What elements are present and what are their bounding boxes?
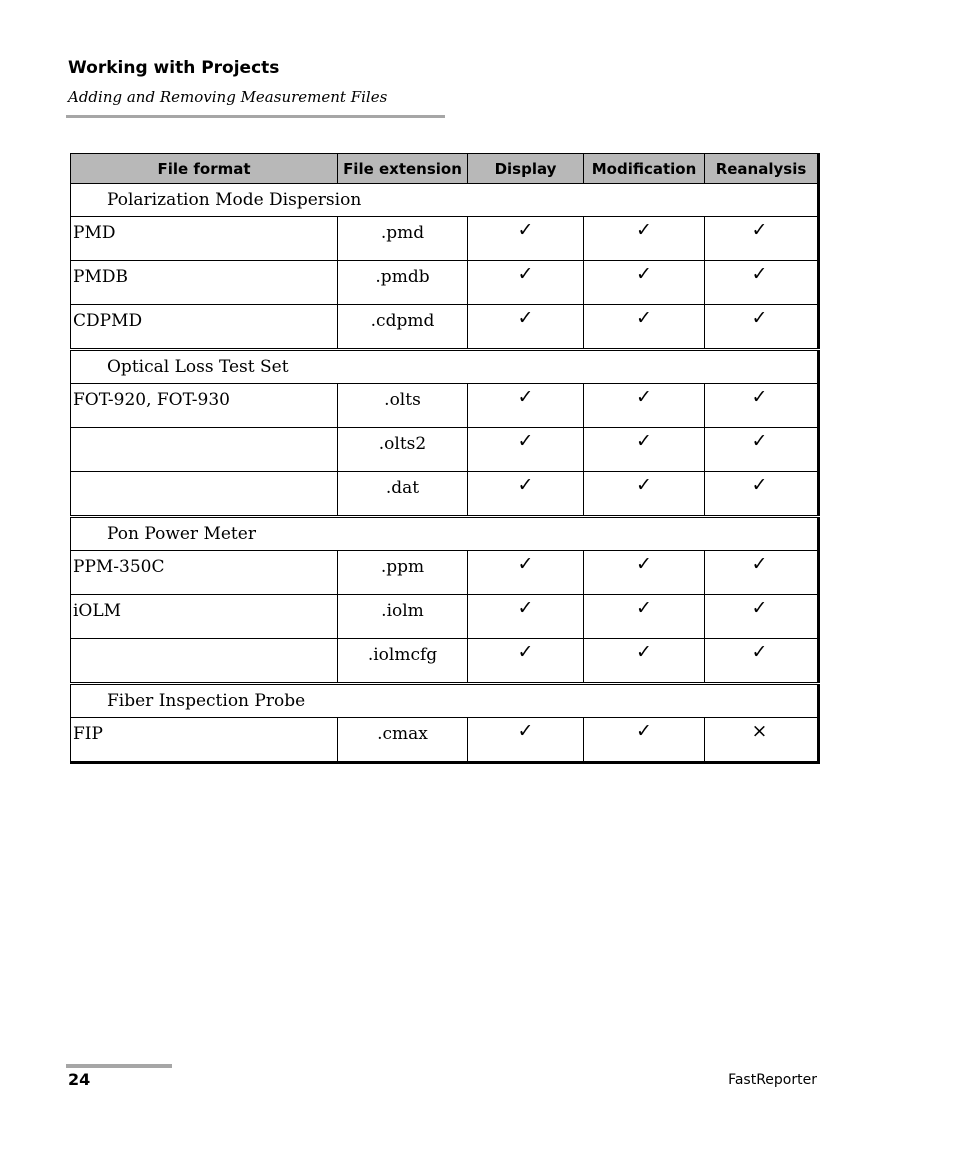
reanalysis-cell — [705, 595, 819, 639]
checkmark-icon: ✓ — [517, 219, 534, 241]
header-rule — [66, 115, 445, 118]
file-format-cell: FOT-920, FOT-930 — [71, 384, 338, 428]
display-cell — [468, 639, 584, 684]
category-row — [71, 184, 819, 217]
display-cell — [468, 305, 584, 350]
file-extension-cell: .cmax — [338, 718, 468, 763]
file-extension-cell: .olts2 — [338, 428, 468, 472]
checkmark-icon: ✓ — [751, 553, 768, 575]
checkmark-icon: ✓ — [751, 219, 768, 241]
section-subtitle: Adding and Removing Measurement Files — [68, 88, 388, 106]
file-format-cell — [71, 472, 338, 517]
file-format-cell — [71, 428, 338, 472]
page-number: 24 — [68, 1070, 91, 1089]
checkmark-icon: ✓ — [517, 597, 534, 619]
display-cell — [468, 472, 584, 517]
checkmark-icon: ✓ — [517, 307, 534, 329]
display-cell — [468, 384, 584, 428]
modification-cell — [584, 639, 705, 684]
display-cell — [468, 551, 584, 595]
checkmark-icon: ✓ — [751, 597, 768, 619]
checkmark-icon: ✓ — [751, 307, 768, 329]
checkmark-icon: ✓ — [636, 597, 652, 619]
reanalysis-cell — [705, 384, 819, 428]
checkmark-icon: ✓ — [636, 430, 652, 452]
category-row — [71, 684, 819, 718]
table-row — [71, 472, 819, 517]
column-header-display: Display — [468, 154, 584, 184]
checkmark-icon: ✓ — [636, 307, 652, 329]
table-row — [71, 217, 819, 261]
checkmark-icon: ✓ — [751, 263, 768, 285]
reanalysis-cell — [705, 217, 819, 261]
modification-cell — [584, 551, 705, 595]
modification-cell — [584, 472, 705, 517]
checkmark-icon: ✓ — [636, 219, 652, 241]
table-row — [71, 428, 819, 472]
checkmark-icon: ✓ — [517, 553, 534, 575]
category-label: Pon Power Meter — [71, 517, 819, 551]
reanalysis-cell — [705, 718, 819, 763]
file-extension-cell: .ppm — [338, 551, 468, 595]
checkmark-icon: ✓ — [517, 474, 534, 496]
file-format-cell: iOLM — [71, 595, 338, 639]
footer-rule — [66, 1064, 172, 1068]
checkmark-icon: ✓ — [517, 641, 534, 663]
file-format-table — [70, 153, 820, 764]
checkmark-icon: ✓ — [636, 641, 652, 663]
reanalysis-cell — [705, 639, 819, 684]
checkmark-icon: ✓ — [636, 263, 652, 285]
checkmark-icon: ✓ — [751, 474, 768, 496]
file-extension-cell: .cdpmd — [338, 305, 468, 350]
checkmark-icon: ✓ — [751, 386, 768, 408]
file-format-cell: CDPMD — [71, 305, 338, 350]
category-label: Fiber Inspection Probe — [71, 684, 819, 718]
cross-icon: × — [751, 720, 768, 742]
table-row — [71, 305, 819, 350]
category-row — [71, 350, 819, 384]
file-format-cell: PMD — [71, 217, 338, 261]
modification-cell — [584, 718, 705, 763]
reanalysis-cell — [705, 305, 819, 350]
column-header-file-extension: File extension — [338, 154, 468, 184]
category-label: Polarization Mode Dispersion — [71, 184, 819, 217]
reanalysis-cell — [705, 428, 819, 472]
table-row — [71, 551, 819, 595]
reanalysis-cell — [705, 472, 819, 517]
column-header-reanalysis: Reanalysis — [705, 154, 819, 184]
file-extension-cell: .iolmcfg — [338, 639, 468, 684]
checkmark-icon: ✓ — [636, 386, 652, 408]
modification-cell — [584, 384, 705, 428]
display-cell — [468, 261, 584, 305]
category-row — [71, 517, 819, 551]
reanalysis-cell — [705, 261, 819, 305]
section-title: Working with Projects — [68, 58, 280, 78]
modification-cell — [584, 305, 705, 350]
table-row — [71, 384, 819, 428]
file-extension-cell: .dat — [338, 472, 468, 517]
checkmark-icon: ✓ — [517, 386, 534, 408]
file-extension-cell: .iolm — [338, 595, 468, 639]
file-extension-cell: .pmdb — [338, 261, 468, 305]
file-extension-cell: .pmd — [338, 217, 468, 261]
table-body — [71, 184, 819, 763]
display-cell — [468, 428, 584, 472]
modification-cell — [584, 428, 705, 472]
checkmark-icon: ✓ — [517, 720, 534, 742]
checkmark-icon: ✓ — [636, 474, 652, 496]
display-cell — [468, 718, 584, 763]
file-format-cell: FIP — [71, 718, 338, 763]
checkmark-icon: ✓ — [636, 553, 652, 575]
table-header-row — [71, 154, 819, 184]
checkmark-icon: ✓ — [751, 641, 768, 663]
product-name: FastReporter — [728, 1072, 817, 1088]
modification-cell — [584, 595, 705, 639]
table-row — [71, 639, 819, 684]
table-row — [71, 595, 819, 639]
file-format-cell — [71, 639, 338, 684]
table-row — [71, 261, 819, 305]
file-extension-cell: .olts — [338, 384, 468, 428]
category-label: Optical Loss Test Set — [71, 350, 819, 384]
checkmark-icon: ✓ — [751, 430, 768, 452]
column-header-modification: Modification — [584, 154, 705, 184]
file-format-cell: PMDB — [71, 261, 338, 305]
reanalysis-cell — [705, 551, 819, 595]
file-format-cell: PPM-350C — [71, 551, 338, 595]
column-header-file-format: File format — [71, 154, 338, 184]
checkmark-icon: ✓ — [517, 263, 534, 285]
table-row — [71, 718, 819, 763]
display-cell — [468, 595, 584, 639]
display-cell — [468, 217, 584, 261]
checkmark-icon: ✓ — [636, 720, 652, 742]
checkmark-icon: ✓ — [517, 430, 534, 452]
modification-cell — [584, 217, 705, 261]
modification-cell — [584, 261, 705, 305]
